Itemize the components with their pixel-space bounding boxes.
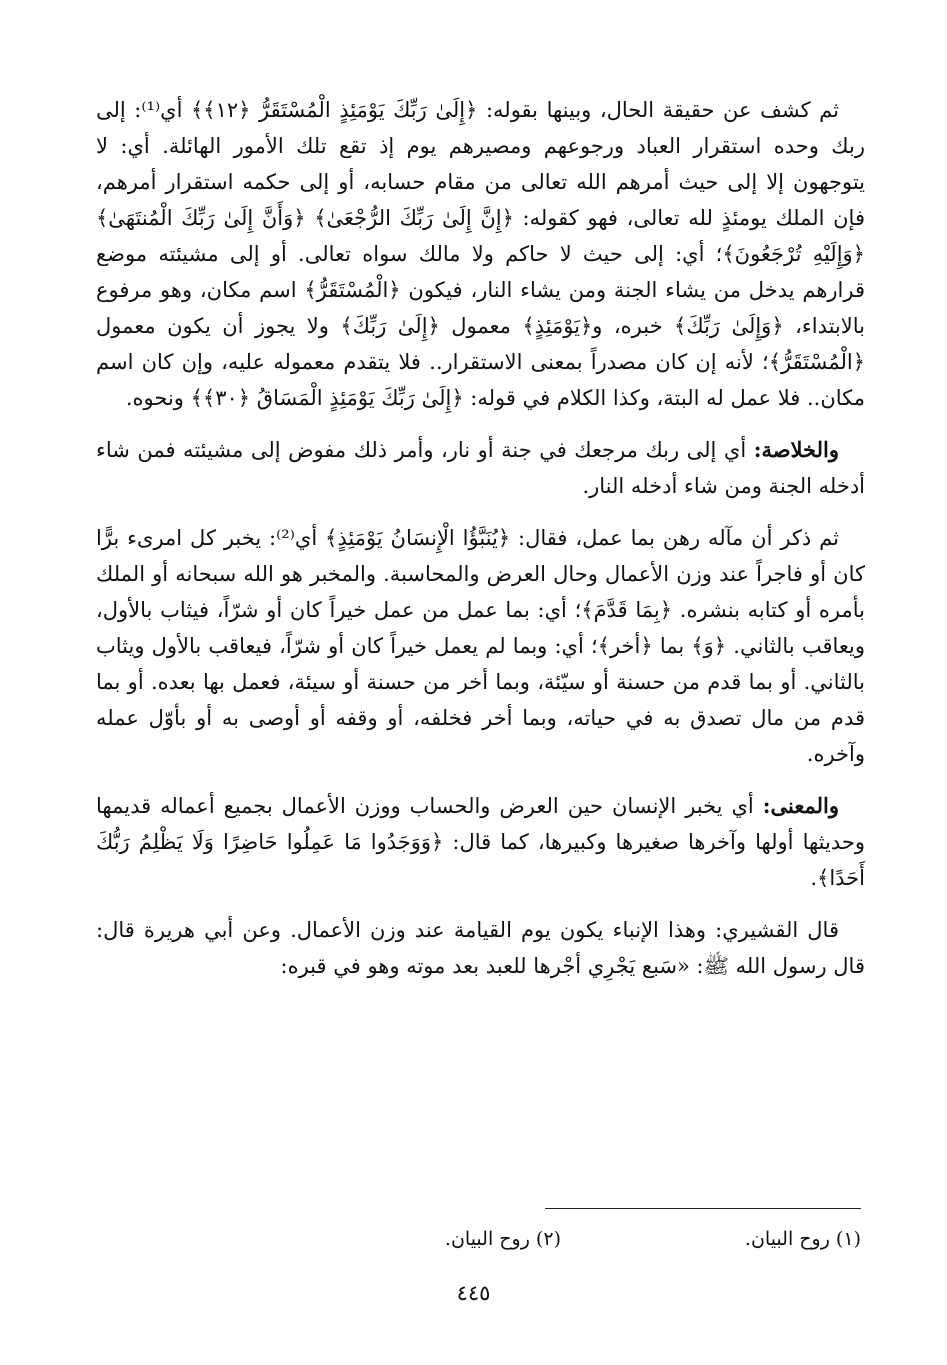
paragraph-5-text: قال القشيري: وهذا الإنباء يكون يوم القيامة عند وزن الأعمال. وعن أبي هريرة قال: قال رسول الله ﷺ: «سَبع يَجْرِي أجْرها للعبد بعد موته وهو في قبره: (96, 918, 865, 978)
footnote-divider (545, 1208, 861, 1209)
paragraph-5 (96, 912, 865, 984)
paragraph-2 (96, 432, 865, 504)
footnote-1: (١) روح البيان. (744, 1228, 861, 1250)
page-number: ٤٤٥ (456, 1281, 491, 1305)
paragraph-1 (96, 92, 865, 416)
paragraph-4-lead: والمعنى: (762, 793, 839, 818)
paragraph-2-lead: والخلاصة: (753, 437, 839, 462)
footnotes (341, 1224, 861, 1254)
paragraph-1-text: ثم كشف عن حقيقة الحال، وبينها بقوله: ﴿إِلَىٰ رَبِّكَ يَوْمَئِذٍ الْمُسْتَقَرُّ ﴿١٢﴾﴾ أي⁽¹⁾: إلى ربك وحده استقرار العباد ورجوعهم ومصيرهم يوم إذ تقع تلك الأمور الهائلة. أي: لا يتوجهون إلا إلى حيث أمرهم الله تعالى من مقام حسابه، أو إلى حكمه استقرار أمرهم، فإن الملك يومئذٍ لله تعالى، فهو كقوله: ﴿إِنَّ إِلَىٰ رَبِّكَ الرُّجْعَىٰ﴾ ﴿وَأَنَّ إِلَىٰ رَبِّكَ الْمُنتَهَىٰ﴾ ﴿وَإِلَيْهِ تُرْجَعُونَ﴾؛ أي: إلى حيث لا حاكم ولا مالك سواه تعالى. أو إلى مشيئته موضع قرارهم يدخل من يشاء الجنة ومن يشاء النار، فيكون ﴿الْمُسْتَقَرُّ﴾ اسم مكان، وهو مرفوع بالابتداء، ﴿وَإِلَىٰ رَبِّكَ﴾ خبره، و﴿يَوْمَئِذٍ﴾ معمول ﴿إِلَىٰ رَبِّكَ﴾ ولا يجوز أن يكون معمول ﴿الْمُسْتَقَرُّ﴾؛ لأنه إن كان مصدراً بمعنى الاستقرار.. فلا يتقدم معموله عليه، وإن كان اسم مكان.. فلا عمل له البتة، وكذا الكلام في قوله: ﴿إِلَىٰ رَبِّكَ يَوْمَئِذٍ الْمَسَاقُ ﴿٣٠﴾﴾ ونحوه. (96, 98, 865, 410)
footnote-2: (٢) روح البيان. (444, 1228, 561, 1250)
paragraph-3-text: ثم ذكر أن مآله رهن بما عمل، فقال: ﴿يُنَبَّؤُا الْإِنسَانُ يَوْمَئِذٍ﴾ أي⁽²⁾: يخبر كل امرىء برًّا كان أو فاجراً عند وزن الأعمال وحال العرض والمحاسبة. والمخبر هو الله سبحانه أو الملك بأمره أو كتابه بنشره. ﴿بِمَا قَدَّمَ﴾؛ أي: بما عمل من عمل خيراً كان أو شرّاً، فيثاب بالأول، ويعاقب بالثاني. ﴿وَ﴾ بما ﴿أخر﴾؛ أي: وبما لم يعمل خيراً كان أو شرّاً، فيعاقب بالأول ويثاب بالثاني. أو بما قدم من حسنة أو سيّئة، وبما أخر من حسنة أو سيئة، فعمل بها بعده. أو بما قدم من مال تصدق به في حياته، وبما أخر فخلفه، أو وقفه أو أوصى به أو بأوّل عمله وآخره. (96, 526, 865, 766)
paragraph-4 (96, 788, 865, 896)
paragraph-2-text: أي إلى ربك مرجعك في جنة أو نار، وأمر ذلك مفوض إلى مشيئته فمن شاء أدخله الجنة ومن شاء أدخله النار. (96, 438, 865, 498)
paragraph-4-text: أي يخبر الإنسان حين العرض والحساب ووزن الأعمال بجميع أعماله قديمها وحديثها أولها وآخرها صغيرها وكبيرها، كما قال: ﴿وَوَجَدُوا مَا عَمِلُوا حَاضِرًا وَلَا يَظْلِمُ رَبُّكَ أَحَدًا﴾. (96, 794, 865, 890)
paragraph-3 (96, 520, 865, 772)
main-text (96, 92, 865, 1000)
